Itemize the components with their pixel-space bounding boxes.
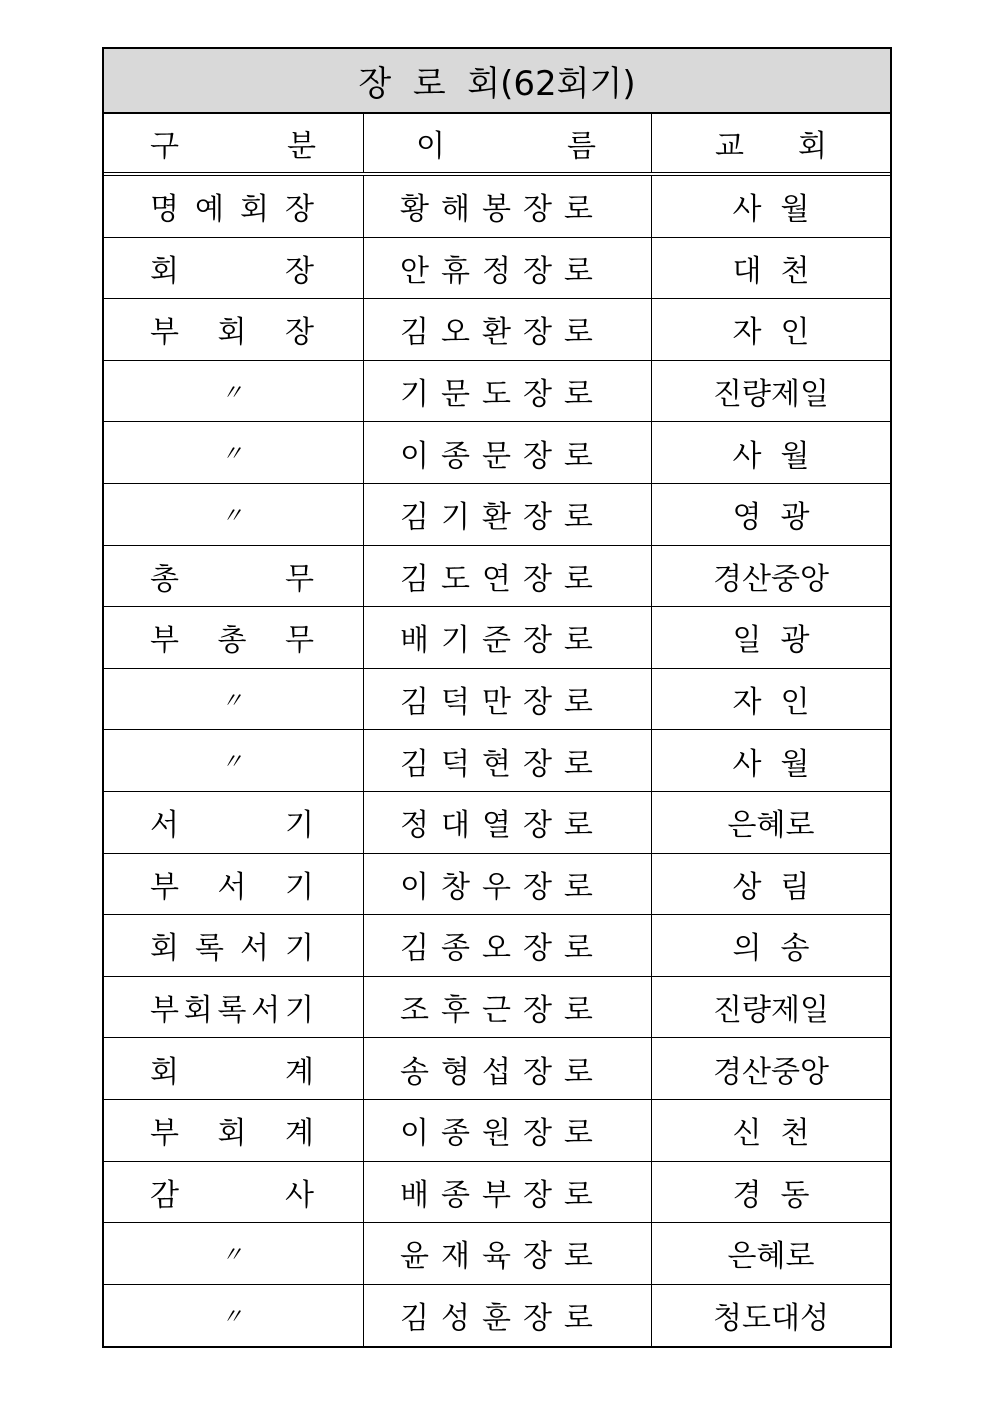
name-cell <box>364 422 652 483</box>
table-title: 장 로 회(62회기) <box>358 64 636 104</box>
glyph: 회 <box>240 192 269 228</box>
name-cell <box>364 361 652 422</box>
header-church <box>715 121 827 165</box>
name-cell <box>364 792 652 853</box>
role-text <box>150 1170 314 1214</box>
role-cell <box>104 422 364 483</box>
role-text <box>150 184 314 228</box>
spread-text <box>150 121 316 165</box>
table-row <box>104 299 890 361</box>
glyph: 부 <box>150 623 179 659</box>
role-cell <box>104 1100 364 1161</box>
name-cell <box>364 854 652 915</box>
role-text: 〃 <box>220 1242 243 1268</box>
table-body <box>104 176 890 1346</box>
role-cell <box>104 792 364 853</box>
elder-name: 안휴정장로 <box>400 253 605 289</box>
name-cell <box>364 1162 652 1223</box>
role-cell <box>104 238 364 299</box>
elder-name: 송형섭장로 <box>400 1054 605 1090</box>
church-cell <box>652 299 890 360</box>
table-row <box>104 792 890 854</box>
table-row <box>104 176 890 238</box>
table-row <box>104 854 890 916</box>
church-cell <box>652 792 890 853</box>
church-name: 사 월 <box>732 438 810 474</box>
church-name: 은혜로 <box>727 1239 815 1275</box>
header-name <box>416 121 596 165</box>
spread-text <box>715 121 827 165</box>
glyph: 예 <box>195 192 224 228</box>
name-cell <box>364 299 652 360</box>
glyph: 서 <box>251 993 281 1029</box>
name-cell <box>364 1038 652 1099</box>
role-cell <box>104 607 364 668</box>
church-name: 경산중앙 <box>713 1054 829 1090</box>
role-cell <box>104 361 364 422</box>
glyph: 름 <box>567 129 596 164</box>
role-text: 〃 <box>220 750 243 776</box>
elder-name: 황해봉장로 <box>400 192 605 228</box>
elder-name: 기문도장로 <box>400 377 605 413</box>
glyph: 장 <box>285 253 314 289</box>
glyph: 회 <box>150 1054 179 1090</box>
glyph: 교 <box>715 129 744 164</box>
spread-text <box>150 985 314 1029</box>
church-name: 의 송 <box>732 931 810 967</box>
role-cell <box>104 977 364 1038</box>
role-text: 〃 <box>220 442 243 468</box>
church-name: 상 림 <box>732 869 810 905</box>
church-name: 영 광 <box>732 500 810 536</box>
spread-text <box>150 1170 314 1214</box>
church-cell <box>652 1285 890 1347</box>
church-name: 경 동 <box>732 1177 810 1213</box>
glyph: 무 <box>285 561 314 597</box>
church-name: 진량제일 <box>713 993 829 1029</box>
church-cell <box>652 854 890 915</box>
spread-text <box>150 1047 314 1091</box>
church-name: 경산중앙 <box>713 561 829 597</box>
church-cell <box>652 915 890 976</box>
church-cell <box>652 238 890 299</box>
elder-name: 김덕현장로 <box>400 746 605 782</box>
glyph: 장 <box>285 315 314 351</box>
header-role <box>150 121 316 165</box>
church-cell <box>652 422 890 483</box>
glyph: 명 <box>150 192 179 228</box>
glyph: 서 <box>217 869 247 905</box>
spread-text <box>150 862 314 906</box>
role-cell <box>104 299 364 360</box>
glyph: 무 <box>285 623 314 659</box>
role-text: 〃 <box>220 380 243 406</box>
spread-text <box>416 121 596 165</box>
role-cell <box>104 854 364 915</box>
glyph: 서 <box>150 808 179 844</box>
role-text <box>150 307 314 351</box>
role-text <box>150 1047 314 1091</box>
glyph: 이 <box>416 129 445 164</box>
spread-text <box>150 246 314 290</box>
table-title-row <box>104 49 890 114</box>
spread-text <box>150 184 314 228</box>
glyph: 부 <box>150 869 179 905</box>
role-cell <box>104 1038 364 1099</box>
church-cell <box>652 1100 890 1161</box>
table-row <box>104 730 890 792</box>
glyph: 회 <box>217 1116 247 1152</box>
church-cell <box>652 730 890 791</box>
name-cell <box>364 915 652 976</box>
role-text: 〃 <box>220 688 243 714</box>
spread-text <box>150 1108 314 1152</box>
elder-name: 김덕만장로 <box>400 685 605 721</box>
glyph: 부 <box>150 993 179 1029</box>
table-row <box>104 915 890 977</box>
elder-name: 김오환장로 <box>400 315 605 351</box>
role-text <box>150 615 314 659</box>
table-row <box>104 361 890 423</box>
glyph: 기 <box>285 993 314 1029</box>
table-row <box>104 1223 890 1285</box>
glyph: 회 <box>150 253 179 289</box>
name-cell <box>364 238 652 299</box>
church-name: 일 광 <box>732 623 810 659</box>
table-row <box>104 669 890 731</box>
table-row <box>104 607 890 669</box>
table-row <box>104 1285 890 1347</box>
spread-text <box>150 923 314 967</box>
name-cell <box>364 730 652 791</box>
role-text <box>150 554 314 598</box>
elder-name: 김성훈장로 <box>400 1301 605 1337</box>
elder-name: 김종오장로 <box>400 931 605 967</box>
role-cell <box>104 1162 364 1223</box>
glyph: 회 <box>183 993 213 1029</box>
name-cell <box>364 546 652 607</box>
glyph: 기 <box>285 808 314 844</box>
glyph: 기 <box>285 869 314 905</box>
name-cell <box>364 176 652 237</box>
church-cell <box>652 361 890 422</box>
role-text: 〃 <box>220 503 243 529</box>
header-church-cell <box>652 114 890 172</box>
church-name: 대 천 <box>732 253 810 289</box>
role-text <box>150 985 314 1029</box>
elder-name: 이종원장로 <box>400 1116 605 1152</box>
church-cell <box>652 607 890 668</box>
role-text <box>150 800 314 844</box>
table-row <box>104 546 890 608</box>
church-name: 사 월 <box>732 192 810 228</box>
name-cell <box>364 607 652 668</box>
name-cell <box>364 484 652 545</box>
elder-name: 이종문장로 <box>400 438 605 474</box>
church-name: 자 인 <box>732 315 810 351</box>
role-cell <box>104 484 364 545</box>
spread-text <box>150 800 314 844</box>
elder-name: 윤재육장로 <box>400 1239 605 1275</box>
church-cell <box>652 1223 890 1284</box>
glyph: 구 <box>150 129 179 164</box>
role-text <box>150 862 314 906</box>
name-cell <box>364 1223 652 1284</box>
name-cell <box>364 977 652 1038</box>
header-name-cell <box>364 114 652 172</box>
table-row <box>104 1100 890 1162</box>
table-row <box>104 977 890 1039</box>
glyph: 계 <box>285 1116 314 1152</box>
glyph: 계 <box>285 1054 314 1090</box>
glyph: 회 <box>217 315 247 351</box>
church-cell <box>652 484 890 545</box>
role-cell <box>104 546 364 607</box>
church-name: 사 월 <box>732 746 810 782</box>
role-text <box>150 246 314 290</box>
table-row <box>104 1038 890 1100</box>
name-cell <box>364 669 652 730</box>
spread-text <box>150 554 314 598</box>
role-cell <box>104 1285 364 1347</box>
glyph: 록 <box>217 993 247 1029</box>
table-row <box>104 422 890 484</box>
elder-name: 배종부장로 <box>400 1177 605 1213</box>
role-cell <box>104 176 364 237</box>
glyph: 서 <box>240 931 269 967</box>
role-cell <box>104 1223 364 1284</box>
church-cell <box>652 1162 890 1223</box>
table-row <box>104 1162 890 1224</box>
church-name: 청도대성 <box>713 1301 829 1337</box>
elder-name: 조후근장로 <box>400 993 605 1029</box>
table-header-row <box>104 114 890 176</box>
church-cell <box>652 176 890 237</box>
glyph: 사 <box>285 1177 314 1213</box>
church-cell <box>652 546 890 607</box>
glyph: 감 <box>150 1177 179 1213</box>
church-cell <box>652 1038 890 1099</box>
role-cell <box>104 669 364 730</box>
role-text <box>150 923 314 967</box>
glyph: 회 <box>798 129 827 164</box>
elder-name: 배기준장로 <box>400 623 605 659</box>
church-cell <box>652 977 890 1038</box>
glyph: 분 <box>287 129 316 164</box>
spread-text <box>150 307 314 351</box>
table-row <box>104 484 890 546</box>
table-row <box>104 238 890 300</box>
church-name: 은혜로 <box>727 808 815 844</box>
church-cell <box>652 669 890 730</box>
elders-roster-table <box>102 47 892 1348</box>
elder-name: 이창우장로 <box>400 869 605 905</box>
glyph: 장 <box>285 192 314 228</box>
name-cell <box>364 1285 652 1347</box>
elder-name: 김도연장로 <box>400 561 605 597</box>
name-cell <box>364 1100 652 1161</box>
role-cell <box>104 730 364 791</box>
elder-name: 정대열장로 <box>400 808 605 844</box>
spread-text <box>150 615 314 659</box>
glyph: 회 <box>150 931 179 967</box>
header-role-cell <box>104 114 364 172</box>
church-name: 자 인 <box>732 685 810 721</box>
glyph: 기 <box>285 931 314 967</box>
role-text: 〃 <box>220 1304 243 1330</box>
glyph: 총 <box>217 623 247 659</box>
glyph: 부 <box>150 315 179 351</box>
glyph: 부 <box>150 1116 179 1152</box>
elder-name: 김기환장로 <box>400 500 605 536</box>
church-name: 신 천 <box>732 1116 810 1152</box>
role-text <box>150 1108 314 1152</box>
glyph: 총 <box>150 561 179 597</box>
glyph: 록 <box>195 931 224 967</box>
role-cell <box>104 915 364 976</box>
church-name: 진량제일 <box>713 377 829 413</box>
